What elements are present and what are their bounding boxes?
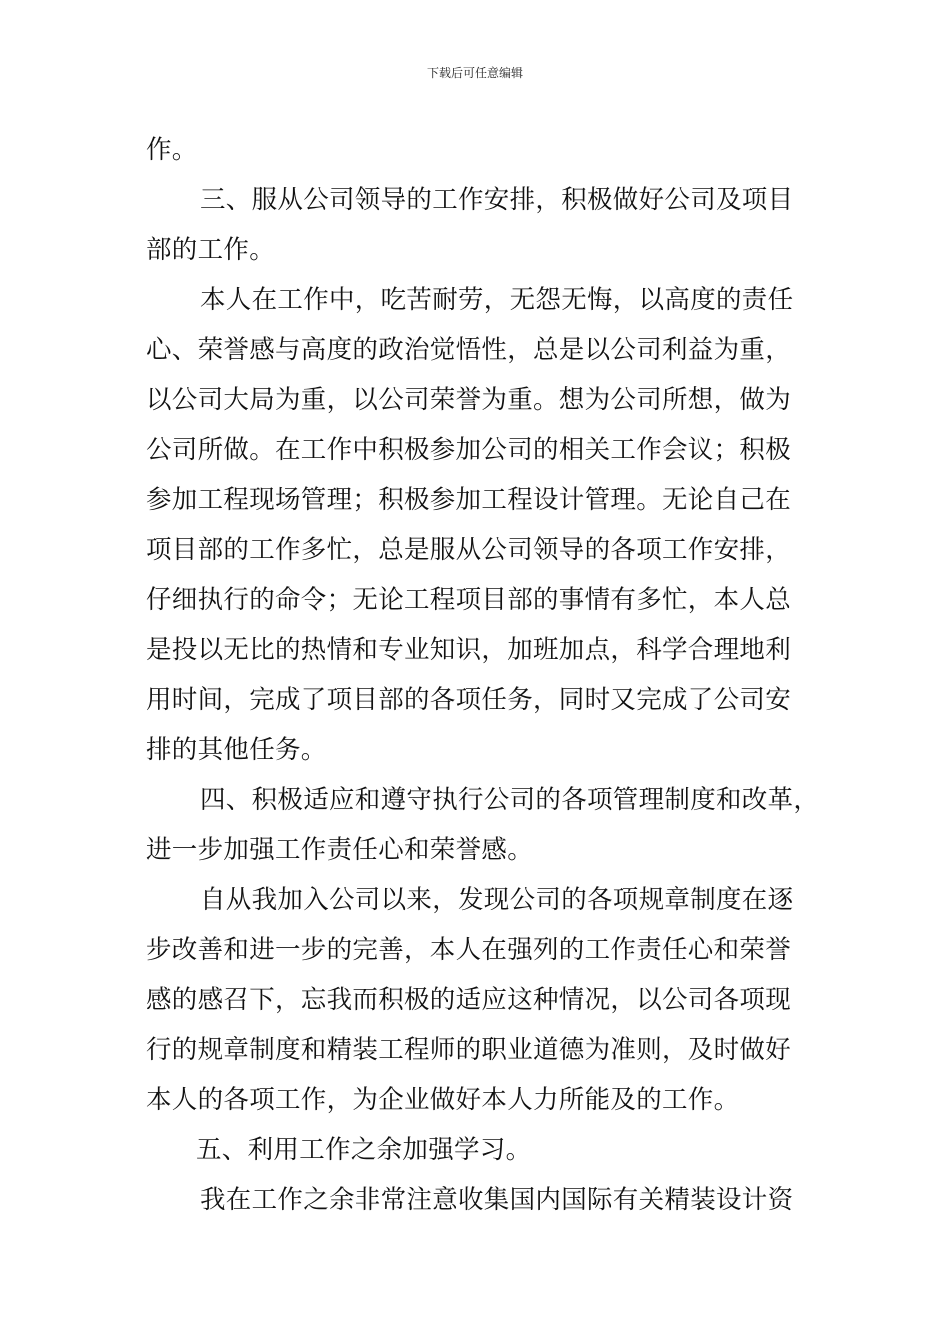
text-line: 进一步加强工作责任心和荣誉感。	[146, 835, 534, 865]
section-heading: 五、利用工作之余加强学习。	[196, 1135, 532, 1165]
text-line: 用时间，完成了项目部的各项任务，同时又完成了公司安	[146, 685, 792, 715]
paragraph-start: 我在工作之余非常注意收集国内国际有关精装设计资	[200, 1185, 794, 1215]
text-line: 部的工作。	[146, 235, 276, 265]
text-line: 参加工程现场管理；积极参加工程设计管理。无论自己在	[146, 485, 792, 515]
text-line: 作。	[146, 135, 198, 165]
text-line: 以公司大局为重，以公司荣誉为重。想为公司所想，做为	[146, 385, 792, 415]
page-header: 下载后可任意编辑	[426, 66, 523, 80]
section-heading: 三、服从公司领导的工作安排，积极做好公司及项目	[200, 185, 794, 215]
text-line: 排的其他任务。	[146, 735, 327, 765]
text-line: 项目部的工作多忙，总是服从公司领导的各项工作安排，	[146, 535, 792, 565]
paragraph-start: 自从我加入公司以来，发现公司的各项规章制度在逐	[200, 885, 794, 915]
paragraph-start: 本人在工作中，吃苦耐劳，无怨无悔，以高度的责任	[200, 285, 794, 315]
text-line: 公司所做。在工作中积极参加公司的相关工作会议；积极	[146, 435, 792, 465]
text-line: 是投以无比的热情和专业知识，加班加点，科学合理地利	[146, 635, 792, 665]
text-line: 本人的各项工作，为企业做好本人力所能及的工作。	[146, 1085, 740, 1115]
text-line: 行的规章制度和精装工程师的职业道德为准则，及时做好	[146, 1035, 792, 1065]
section-heading: 四、积极适应和遵守执行公司的各项管理制度和改革，	[200, 785, 820, 815]
text-line: 心、荣誉感与高度的政治觉悟性，总是以公司利益为重，	[146, 335, 792, 365]
text-line: 仔细执行的命令；无论工程项目部的事情有多忙，本人总	[146, 585, 792, 615]
text-line: 步改善和进一步的完善，本人在强列的工作责任心和荣誉	[146, 935, 792, 965]
text-line: 感的感召下，忘我而积极的适应这种情况，以公司各项现	[146, 985, 792, 1015]
